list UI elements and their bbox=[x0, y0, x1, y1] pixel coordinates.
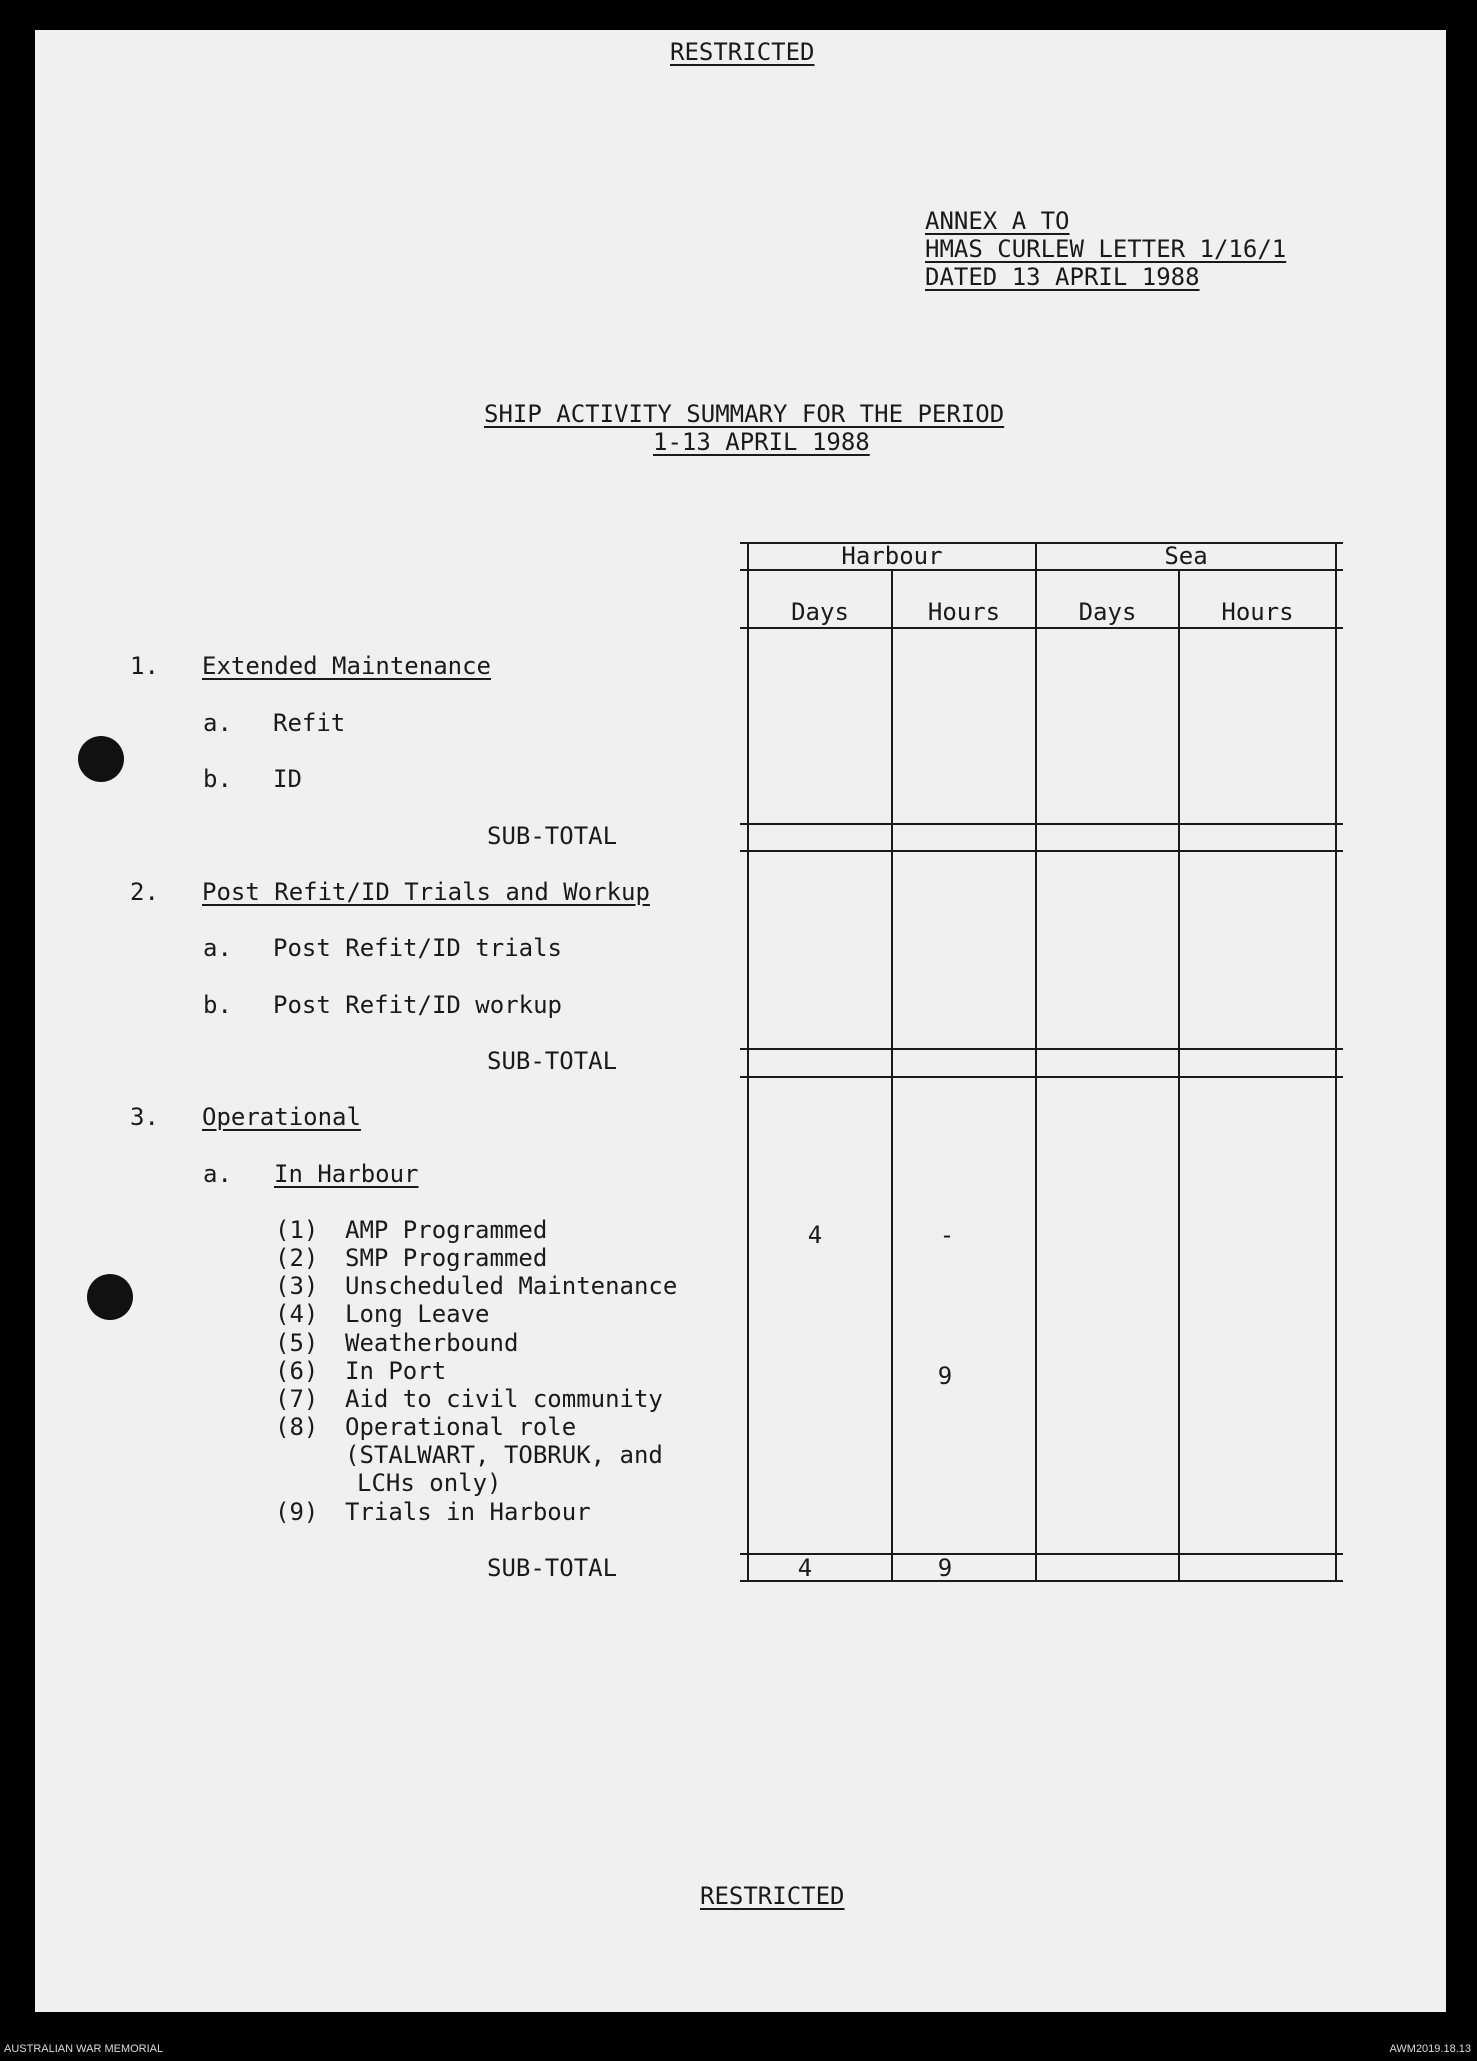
document-period: 1-13 APRIL 1988 bbox=[653, 428, 870, 456]
item-7-number: (7) bbox=[275, 1385, 319, 1413]
archive-reference: AWM2019.18.13 bbox=[1389, 2043, 1471, 2055]
item-5-label: Weatherbound bbox=[345, 1329, 519, 1357]
section-1b-letter: b. bbox=[203, 765, 232, 793]
subtotal-harbour-hours: 9 bbox=[937, 1554, 953, 1582]
item-2-number: (2) bbox=[275, 1244, 319, 1272]
punch-hole-upper bbox=[78, 736, 124, 782]
item-6-label: In Port bbox=[345, 1357, 447, 1385]
item-5-number: (5) bbox=[275, 1329, 319, 1357]
section-1a-label: Refit bbox=[273, 709, 346, 737]
section-2a-letter: a. bbox=[203, 934, 232, 962]
section-2b-label: Post Refit/ID workup bbox=[273, 991, 562, 1019]
annex-line-1: ANNEX A TO bbox=[925, 207, 1070, 235]
annex-line-3: DATED 13 APRIL 1988 bbox=[925, 263, 1200, 291]
header-harbour-days: Days bbox=[791, 598, 849, 626]
section-2-title: Post Refit/ID Trials and Workup bbox=[202, 878, 650, 906]
section-1b-label: ID bbox=[273, 765, 302, 793]
header-sea-hours: Hours bbox=[1221, 598, 1294, 626]
header-sea: Sea bbox=[1164, 542, 1208, 570]
item-6-number: (6) bbox=[275, 1357, 319, 1385]
section-3-title: Operational bbox=[202, 1103, 361, 1131]
section-1-subtotal: SUB-TOTAL bbox=[487, 822, 618, 850]
subtotal-harbour-days: 4 bbox=[797, 1554, 813, 1582]
section-2-number: 2. bbox=[130, 878, 159, 906]
section-2b-letter: b. bbox=[203, 991, 232, 1019]
item-8-label: Operational role bbox=[345, 1413, 577, 1441]
amp-harbour-days: 4 bbox=[807, 1221, 823, 1249]
punch-hole-lower bbox=[87, 1274, 133, 1320]
header-sea-days: Days bbox=[1078, 598, 1137, 626]
section-1a-letter: a. bbox=[203, 709, 232, 737]
section-3-number: 3. bbox=[130, 1103, 159, 1131]
section-1-title: Extended Maintenance bbox=[202, 652, 491, 680]
section-3-subtotal: SUB-TOTAL bbox=[487, 1554, 618, 1582]
section-2-subtotal: SUB-TOTAL bbox=[487, 1047, 618, 1075]
section-3a-label: In Harbour bbox=[274, 1160, 419, 1188]
classification-bottom: RESTRICTED bbox=[700, 1882, 845, 1910]
section-2a-label: Post Refit/ID trials bbox=[273, 934, 562, 962]
archive-caption: AUSTRALIAN WAR MEMORIAL bbox=[4, 2043, 164, 2055]
item-3-label: Unscheduled Maintenance bbox=[345, 1272, 678, 1300]
item-9-number: (9) bbox=[275, 1498, 319, 1526]
in-port-harbour-hours: 9 bbox=[937, 1362, 953, 1390]
header-harbour-hours: Hours bbox=[927, 598, 1001, 626]
item-4-label: Long Leave bbox=[345, 1300, 490, 1328]
item-4-number: (4) bbox=[275, 1300, 319, 1328]
item-9-label: Trials in Harbour bbox=[345, 1498, 591, 1526]
header-harbour: Harbour bbox=[841, 542, 943, 570]
amp-harbour-hours: - bbox=[939, 1221, 955, 1249]
item-8-continuation-2: LCHs only) bbox=[357, 1469, 502, 1497]
item-2-label: SMP Programmed bbox=[345, 1244, 548, 1272]
document-title: SHIP ACTIVITY SUMMARY FOR THE PERIOD bbox=[484, 400, 1005, 428]
item-8-continuation-1: (STALWART, TOBRUK, and bbox=[345, 1441, 663, 1469]
annex-line-2: HMAS CURLEW LETTER 1/16/1 bbox=[925, 235, 1287, 263]
item-1-number: (1) bbox=[275, 1216, 319, 1244]
item-1-label: AMP Programmed bbox=[345, 1216, 548, 1244]
item-3-number: (3) bbox=[275, 1272, 319, 1300]
section-3a-letter: a. bbox=[203, 1160, 232, 1188]
item-8-number: (8) bbox=[275, 1413, 319, 1441]
classification-top: RESTRICTED bbox=[670, 38, 815, 66]
document-page bbox=[35, 30, 1446, 2012]
section-1-number: 1. bbox=[130, 652, 159, 680]
item-7-label: Aid to civil community bbox=[345, 1385, 663, 1413]
